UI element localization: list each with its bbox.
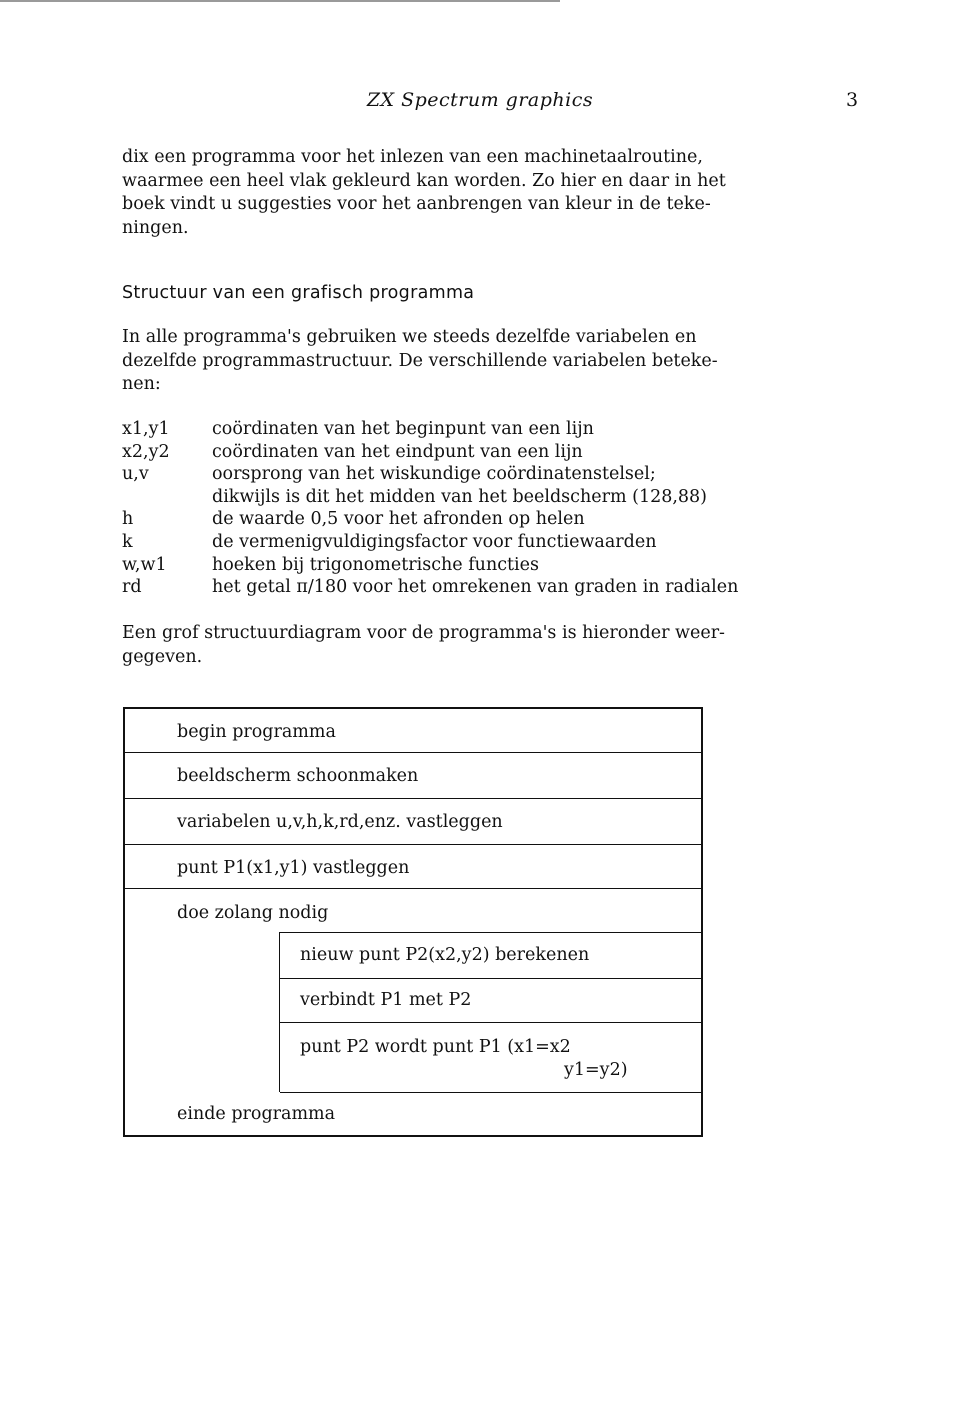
structure-diagram	[123, 707, 703, 1137]
diagram-step-label: begin programma	[177, 722, 336, 742]
variable-name: rd	[122, 577, 142, 598]
diagram-step-label-continuation: y1=y2)	[564, 1060, 628, 1080]
variable-description: dikwijls is dit het midden van het beeldscherm (128,88)	[212, 486, 707, 507]
section-heading: Structuur van een grafisch programma	[122, 283, 475, 303]
variable-description: de waarde 0,5 voor het afronden op helen	[212, 509, 585, 530]
diagram-step-label: verbindt P1 met P2	[300, 990, 472, 1010]
diagram-step-label: punt P1(x1,y1) vastleggen	[177, 858, 410, 878]
section-lead-paragraph	[122, 326, 852, 397]
intro-line: ningen.	[122, 217, 189, 238]
diagram-loop-step-compute	[280, 933, 701, 979]
top-scan-edge	[0, 0, 560, 2]
diagram-loop-step-connect	[280, 979, 701, 1023]
variable-row	[122, 441, 862, 464]
diagram-step-label: beeldscherm schoonmaken	[177, 766, 419, 786]
lead-line: nen:	[122, 374, 161, 394]
variable-name	[122, 486, 212, 509]
diagram-step-set-point	[125, 845, 701, 889]
diagram-step-label: nieuw punt P2(x2,y2) berekenen	[300, 945, 590, 965]
variable-name: u,v	[122, 464, 149, 485]
diagram-loop-step-assign	[280, 1023, 701, 1093]
variable-description: coördinaten van het beginpunt van een lijn	[212, 419, 594, 439]
diagram-step-begin	[125, 709, 701, 753]
variable-row	[122, 531, 862, 554]
variable-description: oorsprong van het wiskundige coördinatenstelsel;	[212, 464, 656, 485]
diagram-step-label: punt P2 wordt punt P1 (x1=x2	[300, 1037, 571, 1057]
page-number: 3	[846, 89, 859, 111]
variable-name: h	[122, 509, 134, 530]
variable-description: coördinaten van het eindpunt van een lijn	[212, 441, 583, 462]
variable-row	[122, 576, 862, 599]
variable-name: k	[122, 531, 133, 552]
diagram-loop-label: doe zolang nodig	[177, 903, 329, 923]
variable-description: hoeken bij trigonometrische functies	[212, 554, 539, 575]
diagram-step-end	[125, 1092, 701, 1135]
diagram-intro-line: Een grof structuurdiagram voor de programma's is hieronder weer-	[122, 623, 725, 643]
variable-name: x1,y1	[122, 419, 170, 439]
intro-line: waarmee een heel vlak gekleurd kan worden. Zo hier en daar in het	[122, 170, 726, 191]
variable-row	[122, 418, 862, 441]
variable-description: het getal π/180 voor het omrekenen van graden in radialen	[212, 577, 739, 598]
intro-line: dix een programma voor het inlezen van een machinetaalroutine,	[122, 147, 703, 167]
diagram-intro-line: gegeven.	[122, 646, 203, 667]
diagram-step-label: variabelen u,v,h,k,rd,enz. vastleggen	[177, 812, 503, 832]
variable-row	[122, 463, 862, 486]
running-title: ZX Spectrum graphics	[366, 89, 594, 111]
diagram-loop-body	[279, 932, 701, 1092]
intro-line: boek vindt u suggesties voor het aanbrengen van kleur in de teke-	[122, 194, 711, 214]
variable-name: w,w1	[122, 554, 167, 575]
lead-line: In alle programma's gebruiken we steeds dezelfde variabelen en	[122, 327, 697, 347]
variable-description: de vermenigvuldigingsfactor voor functiewaarden	[212, 531, 657, 552]
diagram-step-label: einde programma	[177, 1104, 336, 1124]
variable-row	[122, 554, 862, 577]
variable-row	[122, 486, 862, 509]
intro-paragraph	[122, 146, 852, 240]
diagram-step-clear-screen	[125, 753, 701, 799]
variable-list	[122, 418, 862, 599]
variable-name: x2,y2	[122, 441, 170, 462]
diagram-step-set-variables	[125, 799, 701, 845]
variable-row	[122, 508, 862, 531]
lead-line: dezelfde programmastructuur. De verschillende variabelen beteke-	[122, 350, 718, 371]
diagram-intro-paragraph	[122, 622, 852, 669]
